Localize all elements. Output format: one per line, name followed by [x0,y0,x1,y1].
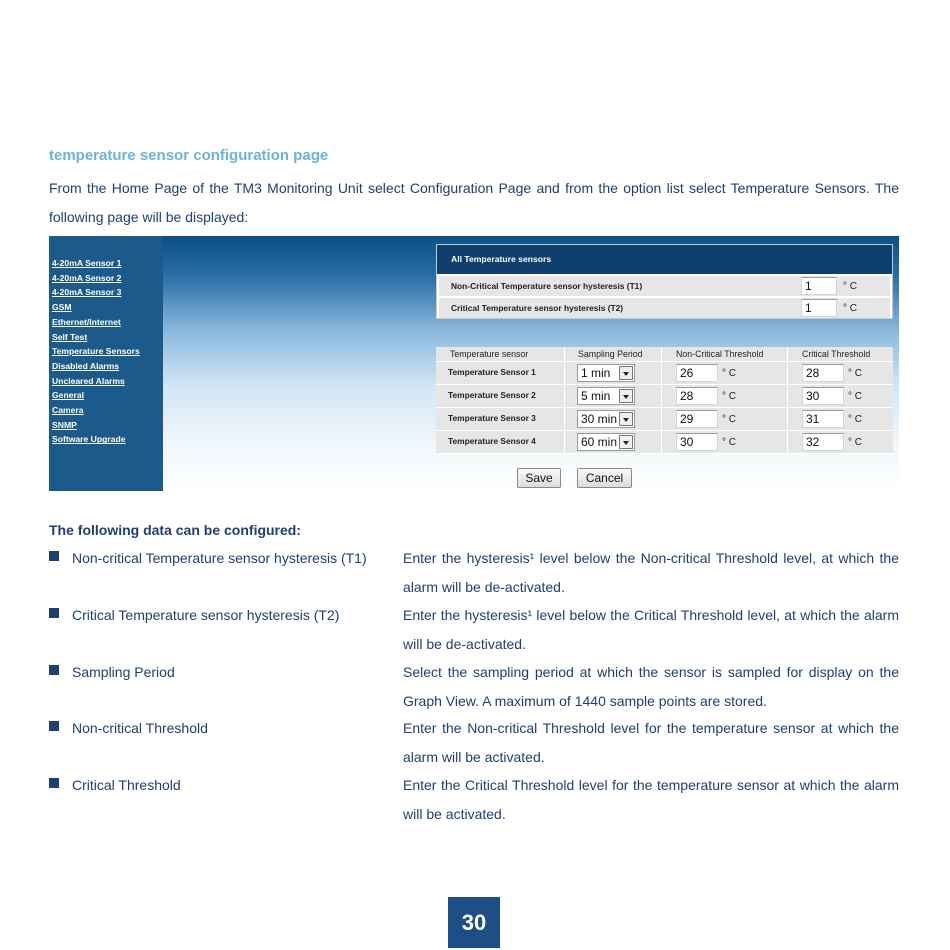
nav-snmp[interactable]: SNMP [52,419,77,430]
bullet-icon [49,608,59,618]
sensor-3-noncrit-unit: ° C [722,414,736,425]
t2-input[interactable]: 1 [801,299,837,317]
t2-label: Critical Temperature sensor hysteresis (T2) [451,303,624,313]
sensor-2-noncrit-cell [662,385,787,407]
nav-temperature-sensors[interactable]: Temperature Sensors [52,346,140,357]
sensor-1-crit-unit: ° C [848,368,862,379]
sensor-4-noncrit-unit: ° C [722,437,736,448]
item-description: Select the sampling period at which the sensor is sampled for display on the Graph View. A maximum of 1440 sample points are stored. [403,664,899,709]
nav-disabled-alarms[interactable]: Disabled Alarms [52,360,120,371]
sensor-4-period-cell [565,431,661,453]
sensor-3-noncrit-input[interactable]: 29 [676,410,718,428]
sensor-1-period-cell [565,362,661,384]
item-term: Non-critical Temperature sensor hysteresis (T1) [72,550,367,566]
all-sensors-panel [436,244,893,319]
nav-sensor-1[interactable]: 4-20mA Sensor 1 [52,258,122,268]
sensor-2-period-value: 5 min [581,389,611,403]
item-term: Sampling Period [72,664,175,680]
sensor-3-noncrit-cell [662,408,787,430]
nav-sensor-3[interactable]: 4-20mA Sensor 3 [52,287,122,298]
sensor-3-period-cell [565,408,661,430]
sensor-2-crit-unit: ° C [848,391,862,402]
page-number: 30 [448,897,500,948]
sensor-4-noncrit-cell [662,431,787,453]
item-description: Enter the Critical Threshold level for the temperature sensor at which the alarm will be activated. [403,777,899,822]
sensor-3-period-select[interactable] [577,410,635,428]
page-title: temperature sensor configuration page [49,147,329,164]
nav-ethernet[interactable]: Ethernet/Internet [52,316,121,327]
header-period: Sampling Period [565,347,661,361]
header-noncritical: Non-Critical Threshold [662,347,787,361]
sensor-table [436,347,893,454]
bullet-icon [49,721,59,731]
sensor-3-crit-unit: ° C [848,414,862,425]
sensor-3-name: Temperature Sensor 3 [436,408,564,430]
bullet-icon [49,778,59,788]
header-critical: Critical Threshold [788,347,893,361]
sensor-2-crit-cell [788,385,893,407]
t1-label: Non-Critical Temperature sensor hysteresis (T1) [451,281,643,291]
save-button[interactable]: Save [517,468,561,488]
sensor-2-period-select[interactable] [577,387,635,405]
sensor-2-crit-input[interactable]: 30 [802,387,844,405]
all-sensors-title: All Temperature sensors [437,245,892,274]
sensor-4-name: Temperature Sensor 4 [436,431,564,453]
sensor-2-noncrit-input[interactable]: 28 [676,387,718,405]
sensor-2-noncrit-unit: ° C [722,391,736,402]
sensor-1-noncrit-input[interactable]: 26 [676,364,718,382]
sensor-1-period-value: 1 min [581,366,611,380]
sensor-1-noncrit-cell [662,362,787,384]
t1-input[interactable]: 1 [801,277,837,295]
chevron-down-icon [619,435,633,449]
chevron-down-icon [619,366,633,380]
sensor-4-crit-input[interactable]: 32 [802,433,844,451]
t1-unit: ° C [843,281,857,292]
t2-unit: ° C [843,303,857,314]
cancel-button[interactable]: Cancel [577,468,632,488]
sensor-3-period-value: 30 min [581,412,618,426]
sensor-1-period-select[interactable] [577,364,635,382]
item-term: Critical Threshold [72,777,181,793]
configuration-screenshot [49,236,899,491]
nav-software-upgrade[interactable]: Software Upgrade [52,434,126,445]
configurable-data-heading: The following data can be configured: [49,522,302,538]
nav-uncleared-alarms[interactable]: Uncleared Alarms [52,375,125,386]
sensor-4-period-select[interactable] [577,433,635,451]
header-sensor: Temperature sensor [436,347,564,361]
t2-row [439,298,890,318]
sensor-1-name: Temperature Sensor 1 [436,362,564,384]
intro-paragraph: From the Home Page of the TM3 Monitoring Unit select Configuration Page and from the option list select Temperature Sensors. The following page will be displayed: [49,180,899,225]
bullet-icon [49,551,59,561]
sensor-1-crit-input[interactable]: 28 [802,364,844,382]
sensor-4-crit-cell [788,431,893,453]
item-description: Enter the Non-critical Threshold level for the temperature sensor at which the alarm will be activated. [403,720,899,765]
sensor-3-crit-input[interactable]: 31 [802,410,844,428]
nav-gsm[interactable]: GSM [52,302,72,313]
sensor-1-noncrit-unit: ° C [722,368,736,379]
sensor-3-crit-cell [788,408,893,430]
sensor-4-noncrit-input[interactable]: 30 [676,433,718,451]
sensor-4-crit-unit: ° C [848,437,862,448]
sensor-4-period-value: 60 min [581,435,618,449]
item-term: Non-critical Threshold [72,720,208,736]
item-description: Enter the hysteresis¹ level below the Critical Threshold level, at which the alarm will be de-activated. [403,607,899,652]
nav-camera[interactable]: Camera [52,405,84,416]
item-description: Enter the hysteresis¹ level below the Non-critical Threshold level, at which the alarm will be de-activated. [403,550,899,595]
chevron-down-icon [619,412,633,426]
sensor-2-period-cell [565,385,661,407]
config-sidebar [49,236,163,491]
sensor-2-name: Temperature Sensor 2 [436,385,564,407]
item-term: Critical Temperature sensor hysteresis (T2) [72,607,340,623]
chevron-down-icon [619,389,633,403]
bullet-icon [49,665,59,675]
t1-row [439,276,890,296]
sensor-1-crit-cell [788,362,893,384]
nav-sensor-2[interactable]: 4-20mA Sensor 2 [52,272,122,283]
nav-general[interactable]: General [52,390,85,401]
nav-self-test[interactable]: Self Test [52,331,88,342]
